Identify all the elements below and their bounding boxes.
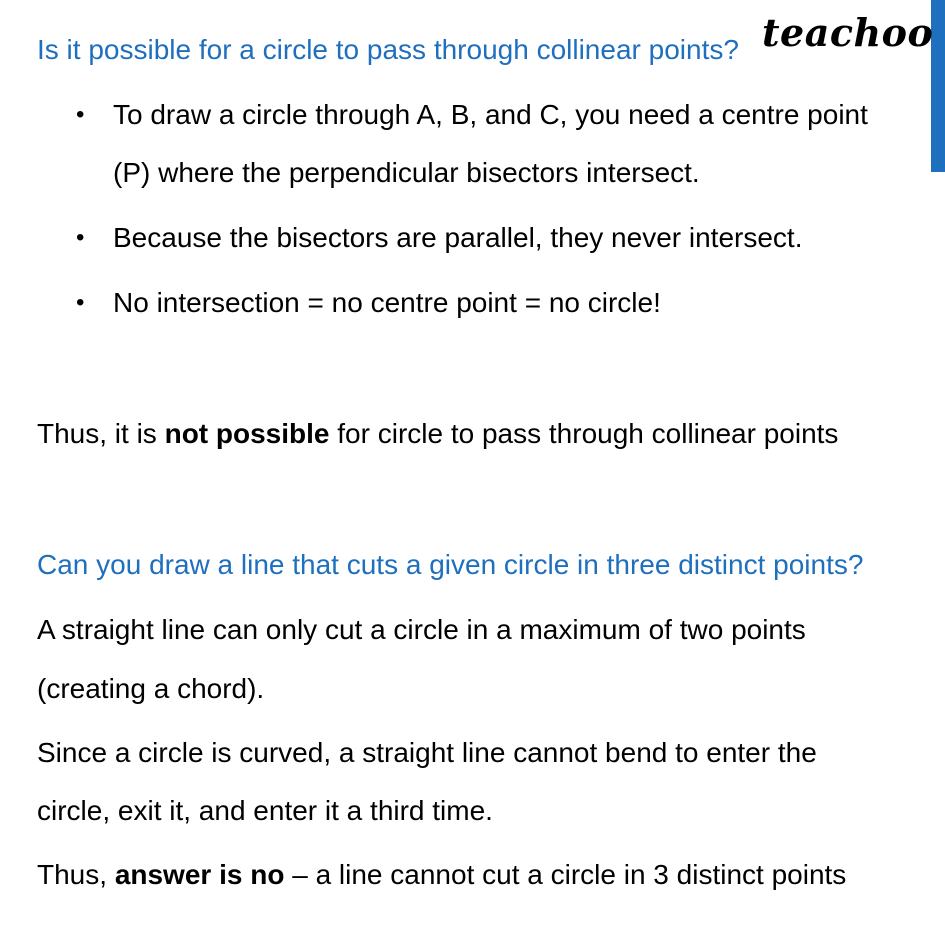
bullet-dot-2: • — [76, 224, 85, 251]
bullet-1-line-1: To draw a circle through A, B, and C, you need a centre point — [113, 99, 868, 130]
teachoo-logo: teachoo — [762, 10, 934, 55]
conclusion2-prefix: Thus, — [37, 859, 115, 890]
conclusion1-emphasis: not possible — [164, 418, 330, 449]
bullet-dot-3: • — [76, 289, 85, 316]
bullet-1-line-2: (P) where the perpendicular bisectors intersect. — [113, 157, 700, 188]
para2-line-2: circle, exit it, and enter it a third time. — [37, 795, 493, 826]
section2-conclusion — [37, 858, 846, 892]
section2-heading: Can you draw a line that cuts a given circle in three distinct points? — [37, 549, 864, 580]
conclusion2-suffix: – a line cannot cut a circle in 3 distinct points — [284, 859, 847, 890]
bullet-dot-1: • — [76, 101, 85, 128]
para2-line-1: Since a circle is curved, a straight line cannot bend to enter the — [37, 737, 817, 768]
section1-heading: Is it possible for a circle to pass through collinear points? — [37, 34, 739, 65]
conclusion1-suffix: for circle to pass through collinear points — [329, 418, 839, 449]
para1-line-2: (creating a chord). — [37, 673, 265, 704]
bullet-2-line-1: Because the bisectors are parallel, they never intersect. — [113, 222, 803, 253]
conclusion2-emphasis: answer is no — [114, 859, 285, 890]
conclusion1-prefix: Thus, it is — [37, 418, 165, 449]
section1-conclusion — [37, 417, 838, 451]
bullet-3-line-1: No intersection = no centre point = no circle! — [113, 287, 661, 318]
para1-line-1: A straight line can only cut a circle in a maximum of two points — [37, 614, 806, 645]
